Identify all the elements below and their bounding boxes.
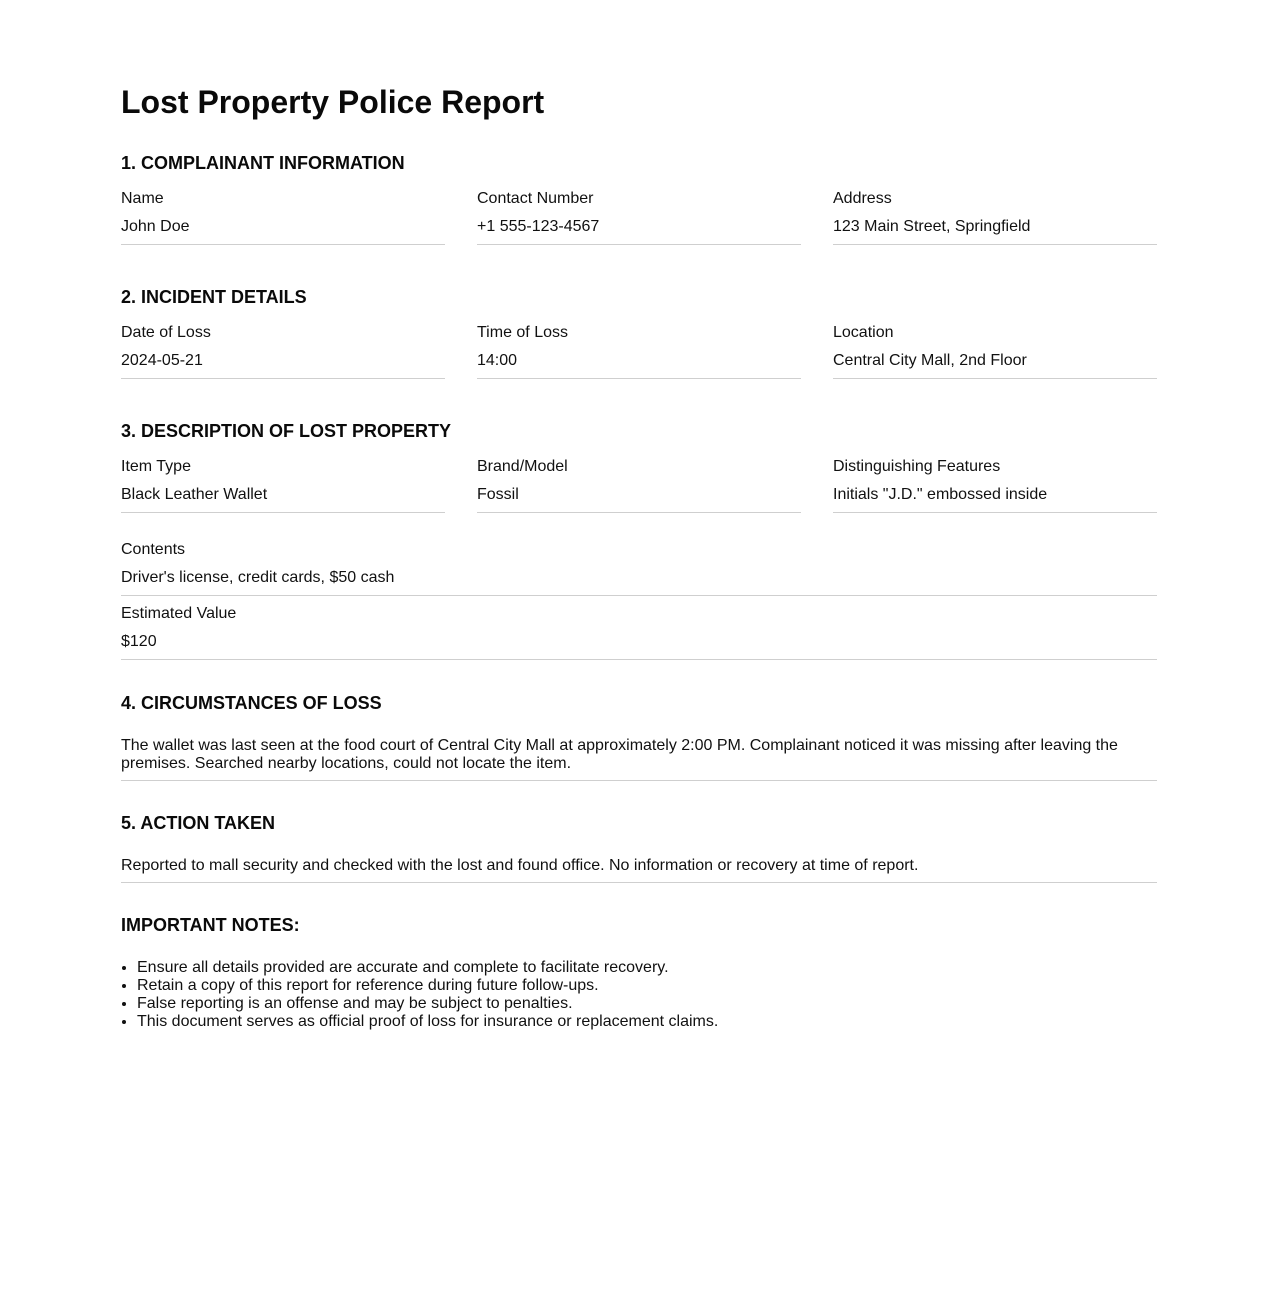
field-address <box>833 189 1157 245</box>
section-heading: 4. CIRCUMSTANCES OF LOSS <box>121 693 382 713</box>
field-value: John Doe <box>121 217 445 245</box>
field-value: 2024-05-21 <box>121 351 445 379</box>
section-property <box>121 420 1157 660</box>
field-distinguishing-features <box>833 457 1157 513</box>
field-location <box>833 323 1157 379</box>
field-value: $120 <box>121 632 1157 660</box>
field-label: Date of Loss <box>121 324 211 341</box>
section-complainant <box>121 152 1157 245</box>
section-action <box>121 812 1157 883</box>
field-label: Address <box>833 190 892 207</box>
section-notes <box>121 914 1157 1031</box>
list-item: • This document serves as official proof of loss for insurance or replacement claims. <box>137 1013 1157 1031</box>
page-title: Lost Property Police Report <box>121 84 545 120</box>
list-item: • False reporting is an offense and may be subject to penalties. <box>137 995 1157 1013</box>
field-date-of-loss <box>121 323 445 379</box>
field-value: 14:00 <box>477 351 801 379</box>
field-contact-number <box>477 189 801 245</box>
section-heading: 2. INCIDENT DETAILS <box>121 287 307 307</box>
field-label: Location <box>833 324 894 341</box>
field-label: Time of Loss <box>477 324 568 341</box>
field-value: Black Leather Wallet <box>121 485 445 513</box>
list-item: • Retain a copy of this report for reference during future follow-ups. <box>137 977 1157 995</box>
circumstances-text: The wallet was last seen at the food court of Central City Mall at approximately 2:00 PM. Complainant noticed it was missing after leaving the premises. Searched nearby locations, could not locate the item. <box>121 737 1157 781</box>
field-value: 123 Main Street, Springfield <box>833 217 1157 245</box>
incident-fields <box>121 323 1157 379</box>
field-label: Contents <box>121 541 186 558</box>
field-item-type <box>121 457 445 513</box>
field-label: Contact Number <box>477 190 594 207</box>
field-value: Fossil <box>477 485 801 513</box>
field-value: Central City Mall, 2nd Floor <box>833 351 1157 379</box>
field-name <box>121 189 445 245</box>
field-label: Distinguishing Features <box>833 458 1001 475</box>
section-heading: 5. ACTION TAKEN <box>121 813 276 833</box>
field-value: +1 555-123-4567 <box>477 217 801 245</box>
section-circumstances <box>121 692 1157 781</box>
property-fields <box>121 457 1157 513</box>
action-text: Reported to mall security and checked with the lost and found office. No information or recovery at time of report. <box>121 857 1157 883</box>
section-incident <box>121 286 1157 379</box>
field-label: Name <box>121 190 164 207</box>
section-heading: 1. COMPLAINANT INFORMATION <box>121 153 405 173</box>
report-page <box>121 0 1157 1031</box>
field-label: Brand/Model <box>477 458 568 475</box>
section-heading: IMPORTANT NOTES: <box>121 915 300 935</box>
field-brand-model <box>477 457 801 513</box>
field-time-of-loss <box>477 323 801 379</box>
field-label: Item Type <box>121 458 191 475</box>
complainant-fields <box>121 189 1157 245</box>
list-item: • Ensure all details provided are accurate and complete to facilitate recovery. <box>137 959 1157 977</box>
field-label: Estimated Value <box>121 605 237 622</box>
field-value: Initials "J.D." embossed inside <box>833 485 1157 513</box>
field-value: Driver's license, credit cards, $50 cash <box>121 568 1157 596</box>
notes-list <box>121 959 1157 1031</box>
field-estimated-value <box>121 604 1157 660</box>
field-contents <box>121 540 1157 596</box>
section-heading: 3. DESCRIPTION OF LOST PROPERTY <box>121 421 452 441</box>
